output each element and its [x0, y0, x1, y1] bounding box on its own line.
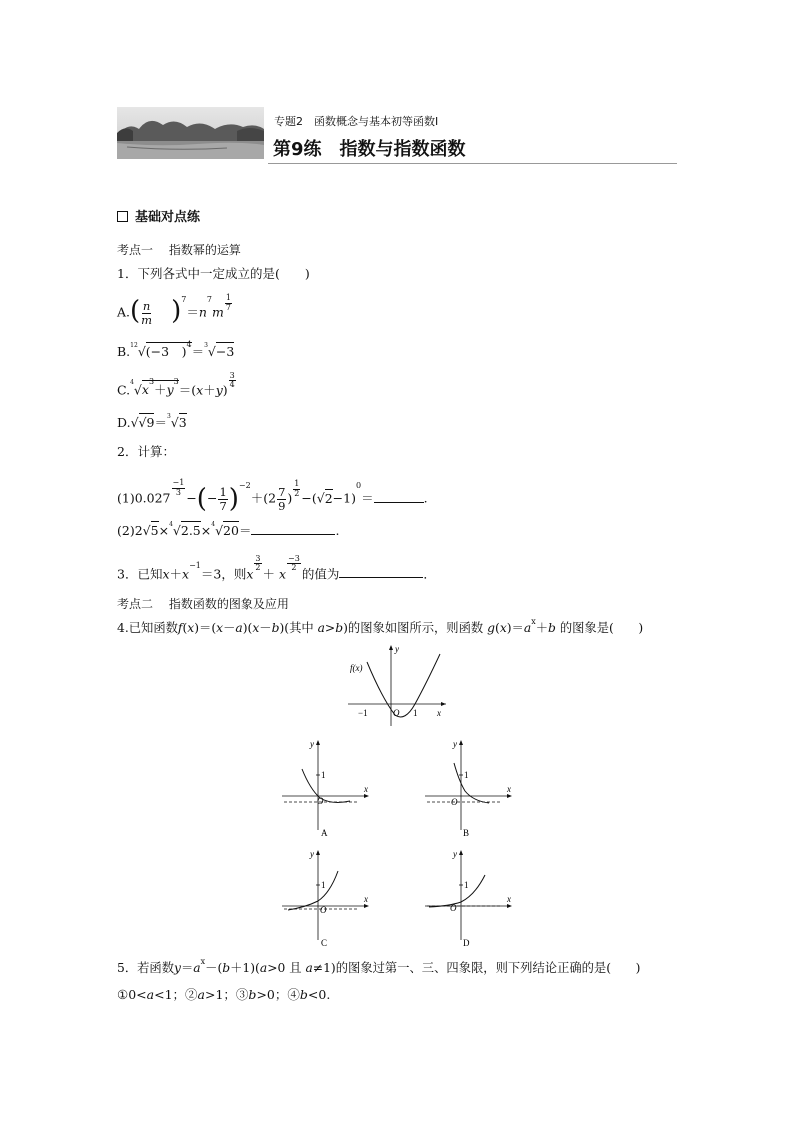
- svg-text:O: O: [393, 708, 400, 718]
- svg-text:y: y: [310, 849, 314, 859]
- svg-text:y: y: [395, 644, 399, 654]
- q1-option-c: $C.^4√x^3+y^3=(x+y)$ $\frac{3}{4}$: [117, 371, 235, 398]
- svg-text:O: O: [451, 797, 458, 807]
- label-a: A: [321, 828, 328, 838]
- figure-fx: [340, 640, 455, 730]
- q5-stem: 5．若函数$y=a^x-(b+1)(a>0$ 且 a≠1)的图象过第一、三、四象限，则下列结论正确的是( ): [117, 957, 641, 975]
- svg-text:x: x: [507, 894, 511, 904]
- svg-text:y: y: [453, 739, 457, 749]
- q1-stem: 1．下列各式中一定成立的是( ): [117, 266, 310, 281]
- svg-text:1: 1: [464, 880, 469, 890]
- q1-option-a: A.( $\frac{n}{m}$ )$^7=n^7m$ $\frac{1}{7}$: [117, 293, 231, 327]
- header-rule: [268, 163, 677, 164]
- svg-text:y: y: [453, 849, 457, 859]
- q1-option-b: B.$^{12}$√(−3 )$^4$＝$^3$√−3: [117, 340, 235, 359]
- section-heading: 基础对点练: [117, 206, 200, 225]
- header-topic: 专题2 函数概念与基本初等函数Ⅰ: [274, 115, 439, 128]
- fx-label: f(x): [350, 663, 363, 673]
- svg-text:y: y: [310, 739, 314, 749]
- svg-text:1: 1: [413, 708, 418, 718]
- label-d: D: [463, 938, 470, 948]
- svg-text:O: O: [320, 905, 327, 915]
- part1-label: 考点一 指数幂的运算: [117, 243, 241, 257]
- page-title: 第9练 指数与指数函数: [273, 139, 466, 160]
- q5-choices: ①0<a<1；②a>1；③b>0；④b<0.: [117, 987, 331, 1002]
- q4-stem: 4.已知函数f(x)＝(x－a)(x－b)(其中 a>b)的图象如图所示，则函数 $g(x)=a^x+b$ 的图象是( ): [117, 617, 644, 635]
- q2-part2: (2)2√5×$^4$√2.5×$^4$√20＝ .: [117, 521, 340, 538]
- svg-text:1: 1: [464, 770, 469, 780]
- q3: 3．已知$x+x^{-1}=3$，则x $\frac{3}{2}$ ＋ x $\frac{-3}{2}$ 的值为 ．: [117, 554, 436, 582]
- figure-option-c[interactable]: [280, 845, 375, 950]
- svg-text:1: 1: [321, 880, 326, 890]
- svg-text:1: 1: [321, 770, 326, 780]
- checkbox-icon: [117, 211, 128, 222]
- svg-text:x: x: [507, 784, 511, 794]
- svg-text:O: O: [317, 796, 324, 806]
- svg-text:x: x: [364, 784, 368, 794]
- q2-stem: 2．计算：: [117, 444, 175, 459]
- svg-text:x: x: [364, 894, 368, 904]
- figure-option-d[interactable]: [423, 845, 518, 950]
- label-b: B: [463, 828, 470, 838]
- header-photo: [117, 107, 264, 159]
- q1-option-d: D.√√9＝$^3$√3: [117, 413, 187, 430]
- label-c: C: [321, 938, 328, 948]
- svg-text:−1: −1: [358, 708, 368, 718]
- q2-part1: (1)0.027 $\frac{-1}{3}$ −(− $\frac{1}{7}$ )$^{-2}$＋(2 $\frac{7}{9}$ ) $\frac{1}{2}$ $-(√2-1)^0=$ .: [117, 478, 428, 515]
- svg-text:O: O: [450, 903, 457, 913]
- part2-label: 考点二 指数函数的图象及应用: [117, 597, 289, 611]
- figure-option-a[interactable]: [280, 735, 375, 840]
- figure-option-b[interactable]: [423, 735, 518, 840]
- svg-text:x: x: [437, 708, 441, 718]
